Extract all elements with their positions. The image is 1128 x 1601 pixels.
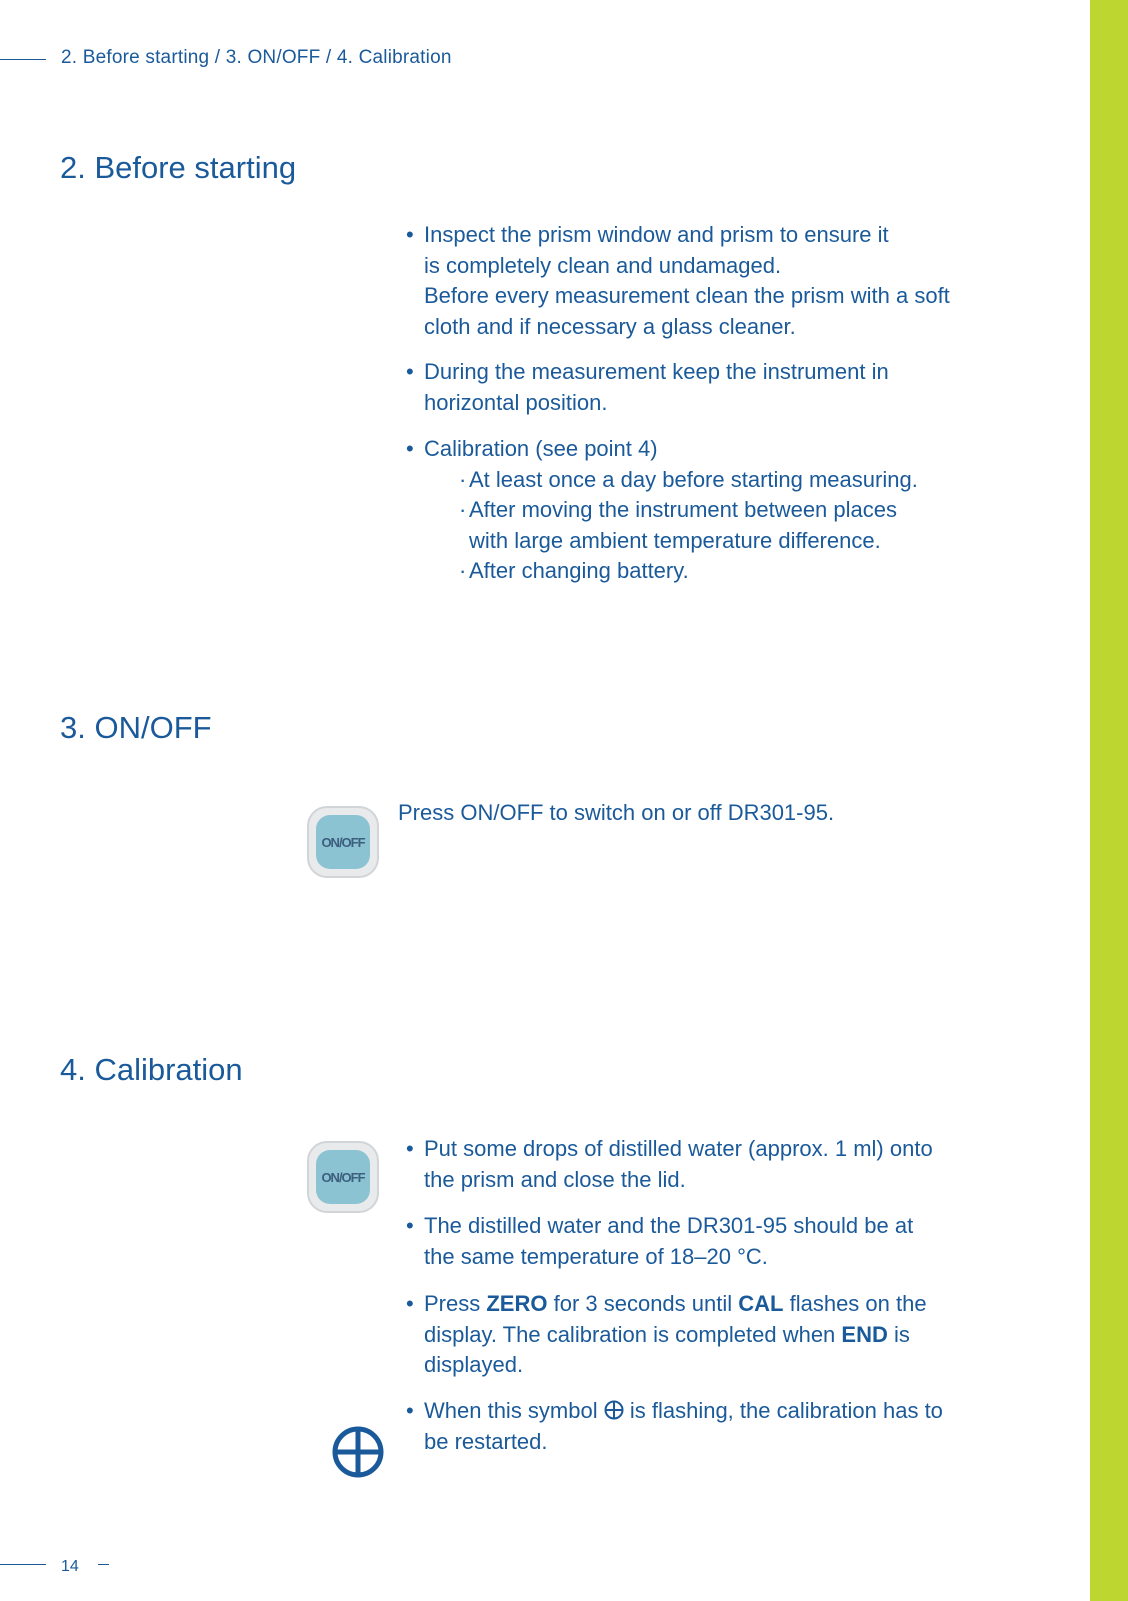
text-span: for 3 seconds until	[547, 1291, 739, 1316]
sub-list-item	[459, 556, 1019, 587]
on-off-instruction: Press ON/OFF to switch on or off DR301-95.	[398, 800, 835, 825]
text-span: Press	[424, 1291, 487, 1316]
text-line: Put some drops of distilled water (approx. 1 ml) onto	[424, 1136, 933, 1161]
text-span: is	[887, 1321, 910, 1347]
text-line: with large ambient temperature difference.	[469, 527, 881, 553]
list-item	[406, 1134, 1006, 1195]
on-off-button-label: ON/OFF	[316, 815, 370, 869]
text-line	[424, 1320, 1006, 1351]
text-line: be restarted.	[424, 1428, 548, 1454]
on-off-button-label: ON/OFF	[316, 1150, 370, 1204]
bullet-dot: •	[406, 222, 414, 247]
page-number: 14	[61, 1558, 79, 1575]
sub-list-item	[459, 465, 1019, 496]
bullet-dot: •	[406, 1136, 414, 1161]
text-line: After moving the instrument between places	[469, 497, 898, 522]
bullet-dot: •	[406, 1291, 414, 1316]
section-title-calibration: 4. Calibration	[60, 1052, 243, 1087]
text-line: Calibration (see point 4)	[424, 436, 658, 461]
on-off-button-icon	[307, 1141, 379, 1213]
key-zero: ZERO	[486, 1291, 548, 1316]
text-span: is flashing, the calibration has to	[623, 1398, 943, 1423]
text-line: displayed.	[424, 1352, 524, 1377]
sub-list-item	[459, 495, 1019, 556]
circled-plus-icon	[604, 1400, 624, 1420]
text-line: Inspect the prism window and prism to ensure it	[424, 222, 889, 247]
list-item	[406, 1289, 1006, 1381]
key-end: END	[841, 1321, 888, 1347]
bullet-dot: •	[406, 1213, 414, 1238]
text-line: After changing battery.	[469, 558, 689, 583]
sub-bullet-dot: ·	[459, 497, 467, 522]
side-color-bar	[1090, 0, 1128, 1601]
key-cal: CAL	[738, 1291, 784, 1316]
text-line: cloth and if necessary a glass cleaner.	[424, 313, 796, 339]
bullet-dot: •	[406, 436, 414, 461]
text-line: horizontal position.	[424, 389, 608, 415]
text-line: At least once a day before starting measuring.	[469, 467, 918, 492]
section-title-before-starting: 2. Before starting	[60, 150, 297, 185]
text-span: display. The calibration is completed when	[424, 1321, 842, 1347]
sub-bullet-dot: ·	[459, 467, 467, 492]
text-line: is completely clean and undamaged.	[424, 252, 782, 278]
list-item	[406, 434, 1006, 465]
text-span: When this symbol	[424, 1398, 604, 1423]
list-item	[406, 357, 1006, 418]
text-line	[424, 1396, 1006, 1427]
text-line: The distilled water and the DR301-95 should be at	[424, 1213, 914, 1238]
text-line: Before every measurement clean the prism with a soft	[424, 283, 950, 308]
text-line: During the measurement keep the instrument in	[424, 359, 889, 384]
section-title-on-off: 3. ON/OFF	[60, 710, 212, 745]
text-line: the prism and close the lid.	[424, 1166, 686, 1192]
header-breadcrumb: 2. Before starting / 3. ON/OFF / 4. Calibration	[61, 47, 452, 68]
list-item	[406, 220, 1006, 342]
text-line: the same temperature of 18–20 °C.	[424, 1243, 768, 1269]
bullet-dot: •	[406, 359, 414, 384]
text-span: flashes on the	[783, 1291, 927, 1316]
list-item	[406, 1211, 1006, 1272]
bullet-dot: •	[406, 1398, 414, 1423]
sub-bullet-dot: ·	[459, 558, 467, 583]
on-off-button-icon	[307, 806, 379, 878]
header-rule	[0, 59, 46, 60]
footer-rule	[0, 1564, 46, 1565]
footer-rule-short	[98, 1564, 109, 1565]
circled-plus-icon	[331, 1425, 385, 1479]
text-line	[424, 1289, 1006, 1320]
list-item	[406, 1396, 1006, 1457]
